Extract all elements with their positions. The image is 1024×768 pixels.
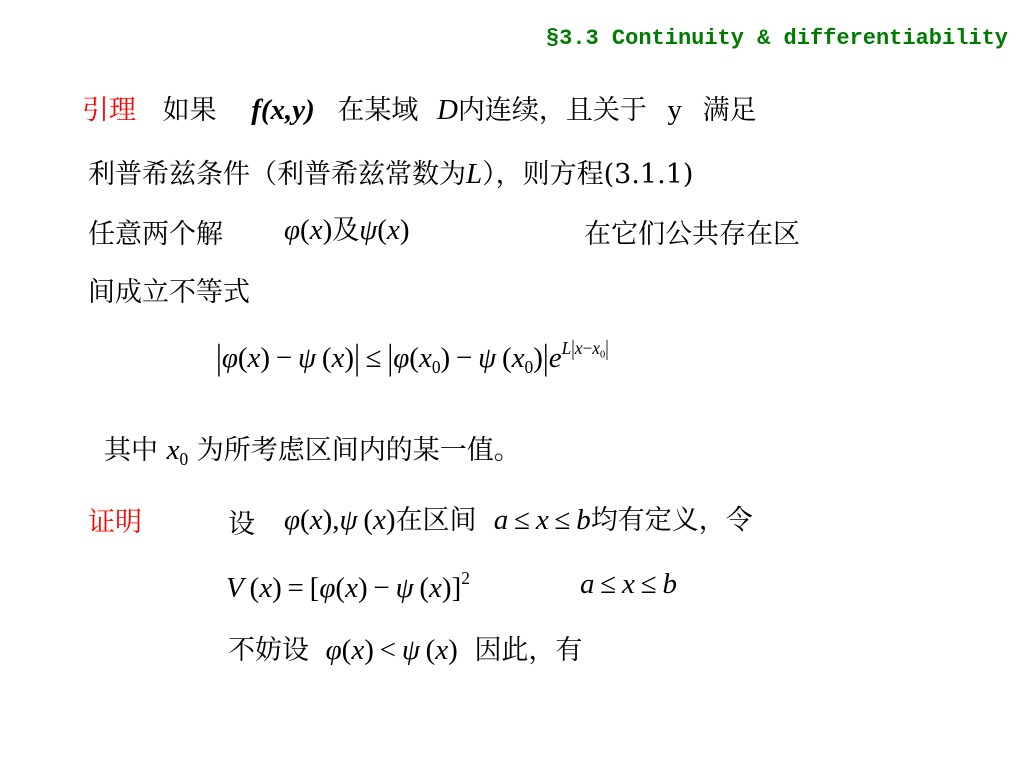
x0-expr bbox=[166, 434, 189, 470]
exponent: L|x−x0| bbox=[561, 335, 609, 361]
assume-line bbox=[228, 628, 582, 667]
interval-text: 在区间 bbox=[395, 505, 477, 535]
lemma-line3-b-text: 在它们公共存在区 bbox=[584, 219, 800, 250]
psi-symbol: ψ bbox=[359, 214, 378, 246]
lemma-L-var: L bbox=[466, 158, 483, 190]
lemma-line-1 bbox=[82, 88, 757, 127]
x-var: x bbox=[166, 434, 180, 466]
lemma-line-3-b bbox=[584, 212, 800, 251]
x-var: x bbox=[418, 342, 432, 375]
b-var: b bbox=[662, 568, 677, 600]
V-definition: V (x) = [φ(x) − ψ (x)]$^2$ bbox=[226, 568, 470, 605]
lipschitz-inequality: |φ(x) − ψ $(x)| \le |\varphi(x_0) - \psi$ $(x_0)|e^{L|x-x_0|}$ bbox=[216, 335, 609, 378]
x-var: x bbox=[373, 504, 386, 536]
phi-symbol: φ bbox=[319, 572, 336, 605]
where-line bbox=[104, 428, 521, 470]
lemma-y-var: y bbox=[667, 94, 683, 126]
proof-let-text: 设 bbox=[228, 509, 255, 540]
x-var: x bbox=[429, 572, 442, 605]
lemma-cont-text: 内连续，且关于 bbox=[457, 95, 647, 126]
psi-symbol: ψ bbox=[395, 572, 414, 605]
a-var: a bbox=[493, 504, 509, 536]
e-symbol: e bbox=[548, 342, 562, 375]
x-var: x bbox=[574, 338, 583, 358]
assume-expr: φ(x) < ψ (x) bbox=[325, 634, 458, 666]
lemma-label: 引理 bbox=[82, 95, 136, 126]
x-var: x bbox=[592, 338, 600, 358]
lemma-line4-text: 间成立不等式 bbox=[88, 277, 250, 308]
x-var: x bbox=[535, 504, 549, 536]
lemma-domain-var: D bbox=[436, 94, 458, 126]
psi-symbol: ψ bbox=[401, 634, 420, 666]
proof-functions: φ(x),ψ (x)在区间 a ≤ x ≤ b均有定义，令 bbox=[284, 504, 753, 536]
phi-symbol: φ bbox=[284, 504, 301, 536]
x-var: x bbox=[309, 214, 323, 246]
lemma-satisfy: 满足 bbox=[702, 95, 757, 126]
x-var: x bbox=[309, 504, 323, 536]
x-var: x bbox=[622, 568, 635, 600]
psi-symbol: ψ bbox=[339, 504, 358, 536]
section-header: §3.3 Continuity & differentiability bbox=[545, 26, 1008, 51]
x-var: x bbox=[345, 572, 358, 605]
and-text: 及 bbox=[332, 215, 360, 245]
proof-let bbox=[228, 502, 255, 541]
square-exponent: 2 bbox=[461, 568, 470, 588]
where-b-text: 为所考虑区间内的某一值。 bbox=[196, 435, 521, 466]
phi-symbol: φ bbox=[325, 634, 342, 666]
x-var: x bbox=[259, 572, 273, 605]
assume-text: 不妨设 bbox=[228, 635, 309, 666]
x-var: x bbox=[331, 342, 345, 375]
two-solutions-expr: φ(x)及ψ(x) bbox=[284, 214, 410, 246]
psi-symbol: ψ bbox=[298, 342, 317, 375]
lemma-line-2 bbox=[88, 152, 693, 191]
subscript-zero: 0 bbox=[524, 357, 534, 378]
x-var: x bbox=[247, 342, 261, 375]
subscript-zero: 0 bbox=[600, 349, 606, 361]
subscript-zero: 0 bbox=[179, 449, 189, 470]
defined-text: 均有定义，令 bbox=[590, 505, 753, 535]
lemma-function: f(x,y) bbox=[251, 94, 315, 126]
L-var: L bbox=[561, 338, 572, 358]
hence-text: 因此，有 bbox=[474, 635, 583, 666]
lemma-line2-text: 利普希兹条件（利普希兹常数为 bbox=[88, 159, 466, 190]
proof-label: 证明 bbox=[88, 507, 142, 538]
phi-symbol: φ bbox=[393, 342, 410, 375]
V-var: V bbox=[226, 572, 244, 605]
phi-symbol: φ bbox=[221, 342, 238, 375]
lemma-line2-end: ），则方程(3.1.1) bbox=[482, 159, 694, 190]
lemma-line-4 bbox=[88, 270, 250, 309]
x-var: x bbox=[511, 342, 525, 375]
psi-symbol: ψ bbox=[478, 342, 497, 375]
a-var: a bbox=[580, 568, 595, 600]
x-var: x bbox=[351, 634, 365, 666]
V-interval: a ≤ x ≤ b bbox=[580, 568, 677, 600]
x-var: x bbox=[435, 634, 449, 666]
where-a-text: 其中 bbox=[104, 435, 158, 466]
lemma-if: 如果 bbox=[162, 95, 217, 126]
subscript-zero: 0 bbox=[431, 357, 441, 378]
phi-symbol: φ bbox=[284, 214, 301, 246]
lemma-line3-a: 任意两个解 bbox=[88, 219, 223, 250]
proof-label-line bbox=[88, 500, 142, 539]
x-var: x bbox=[386, 214, 400, 246]
lemma-domain-text: 在某域 bbox=[337, 95, 419, 126]
lemma-line-3 bbox=[88, 212, 223, 251]
b-var: b bbox=[576, 504, 591, 536]
